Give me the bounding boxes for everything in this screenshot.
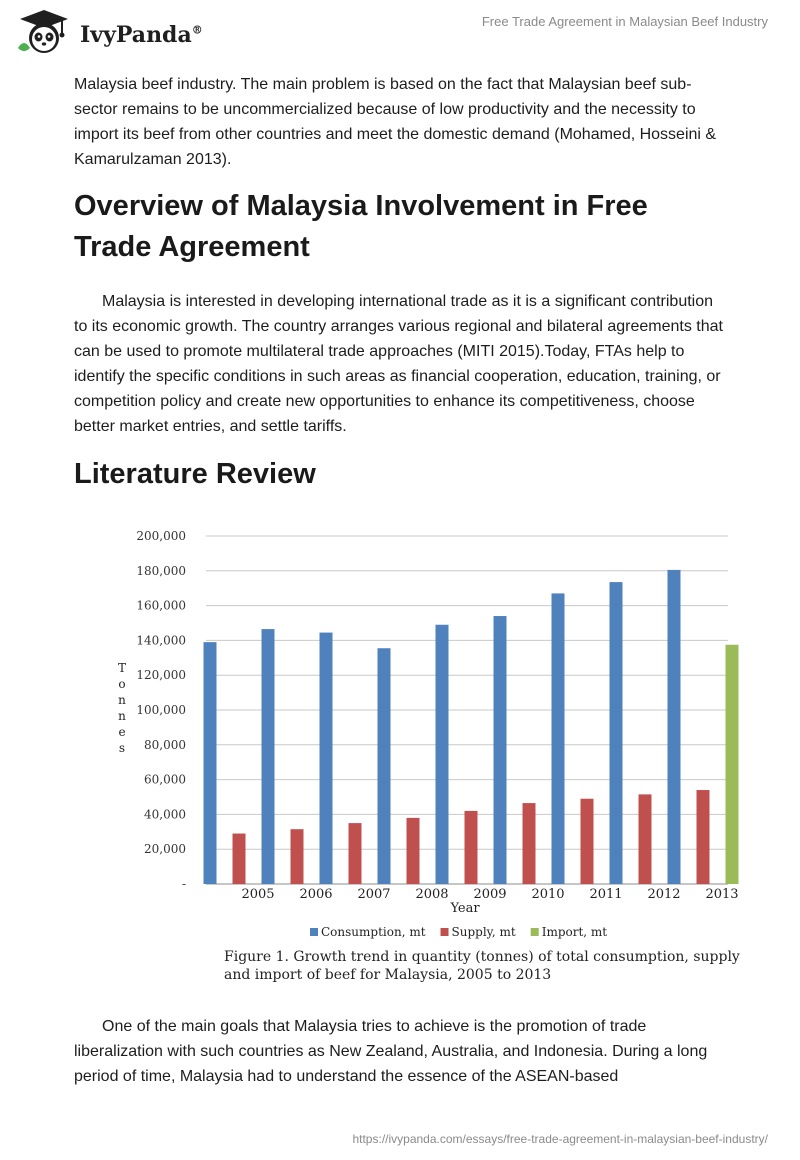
y-tick-label: 20,000 (144, 842, 186, 857)
figure-1 (117, 516, 740, 986)
y-tick-label: 40,000 (144, 807, 186, 822)
legend-label: Import, mt (541, 925, 608, 939)
bar-supply-2008 (407, 818, 420, 884)
x-tick-label: 2006 (299, 887, 333, 902)
bar-supply-2009 (465, 811, 478, 884)
y-tick-label: 140,000 (136, 633, 186, 648)
bar-consumption-2011 (552, 593, 565, 884)
legend-swatch (310, 928, 318, 936)
bar-supply-2013 (697, 790, 710, 884)
x-tick-label: 2013 (705, 887, 739, 902)
y-tick-label: 60,000 (144, 772, 186, 787)
y-axis-label-char: s (118, 741, 126, 755)
y-tick-label: 120,000 (136, 668, 186, 683)
x-tick-label: 2010 (531, 887, 565, 902)
x-tick-label: 2008 (415, 887, 449, 902)
bar-consumption-2007 (320, 633, 333, 884)
bar-supply-2005 (233, 834, 246, 884)
legend-swatch (531, 928, 539, 936)
y-axis-label-char: o (118, 677, 126, 691)
bar-consumption-2010 (494, 616, 507, 884)
bar-supply-2010 (523, 803, 536, 884)
y-axis-label-char: e (118, 725, 126, 739)
section-overview (74, 186, 694, 268)
x-tick-label: 2005 (241, 887, 275, 902)
x-tick-label: 2012 (647, 887, 681, 902)
page-header (0, 0, 800, 64)
intro-paragraph: Malaysia beef industry. The main problem is based on the fact that Malaysian beef sub-sector remains to be uncommercialized because of low productivity and the necessity to import its beef from other countries and meet the domestic demand (Mohamed, Hosseini & Kamarulzaman 2013). (74, 76, 717, 168)
bar-import-2013 (726, 645, 739, 884)
y-axis-label-char: T (117, 661, 127, 675)
y-tick-label: 80,000 (144, 737, 186, 752)
bar-supply-2006 (291, 829, 304, 884)
literature-paragraph: One of the main goals that Malaysia tries to achieve is the promotion of trade liberalization with such countries as New Zealand, Australia, and Indonesia. During a long period of time, Malaysia had to understand the essence of the ASEAN-based (74, 1018, 708, 1085)
legend-label: Supply, mt (451, 925, 516, 939)
x-tick-label: 2007 (357, 887, 391, 902)
overview-paragraph-block (74, 289, 730, 439)
bar-chart (117, 516, 740, 986)
ivypanda-logo[interactable] (14, 8, 214, 56)
x-axis-label: Year (450, 901, 480, 916)
section-heading-literature: Literature Review (74, 458, 316, 490)
bar-consumption-2009 (436, 625, 449, 884)
bar-consumption-2008 (378, 648, 391, 884)
figure-caption-line1: Figure 1. Growth trend in quantity (tonnes) of total consumption, supply (224, 949, 740, 965)
y-axis-label-char: n (118, 693, 126, 707)
brand-name: IvyPanda® (80, 22, 203, 48)
y-tick-label: - (181, 877, 186, 891)
bar-consumption-2012 (610, 582, 623, 884)
y-tick-label: 200,000 (136, 529, 186, 543)
bar-consumption-2006 (262, 629, 275, 884)
y-tick-label: 100,000 (136, 703, 186, 717)
document-title: Free Trade Agreement in Malaysian Beef Industry (481, 14, 768, 29)
bar-consumption-2013 (668, 570, 681, 884)
section-heading-overview: Overview of Malaysia Involvement in Free Trade Agreement (74, 190, 648, 263)
x-tick-label: 2011 (589, 887, 623, 902)
overview-paragraph: Malaysia is interested in developing international trade as it is a significant contribution to its economic growth. The country arranges various regional and bilateral agreements that can be used to promote multilateral trade approaches (MITI 2015).Today, FTAs help to identify the specific conditions in such areas as financial cooperation, education, training, or competition policy and create new opportunities to enhance its competitiveness, choose better market entries, and settle tariffs. (74, 293, 723, 435)
footer-url[interactable]: https://ivypanda.com/essays/free-trade-agreement-in-malaysian-beef-industry/ (352, 1132, 768, 1146)
x-tick-label: 2009 (473, 887, 507, 902)
y-tick-label: 180,000 (136, 563, 186, 578)
intro-paragraph-block (74, 72, 730, 172)
figure-caption-line2: and import of beef for Malaysia, 2005 to 2013 (224, 967, 552, 983)
legend-label: Consumption, mt (321, 925, 426, 939)
section-literature (74, 454, 730, 495)
literature-paragraph-block (74, 1014, 730, 1089)
y-axis-label-char: n (118, 709, 126, 723)
panda-icon (14, 8, 74, 56)
bar-supply-2007 (349, 823, 362, 884)
bar-supply-2012 (639, 794, 652, 884)
y-tick-label: 160,000 (136, 598, 186, 613)
legend-swatch (441, 928, 449, 936)
bar-supply-2011 (581, 799, 594, 884)
bar-consumption-2005 (204, 642, 217, 884)
